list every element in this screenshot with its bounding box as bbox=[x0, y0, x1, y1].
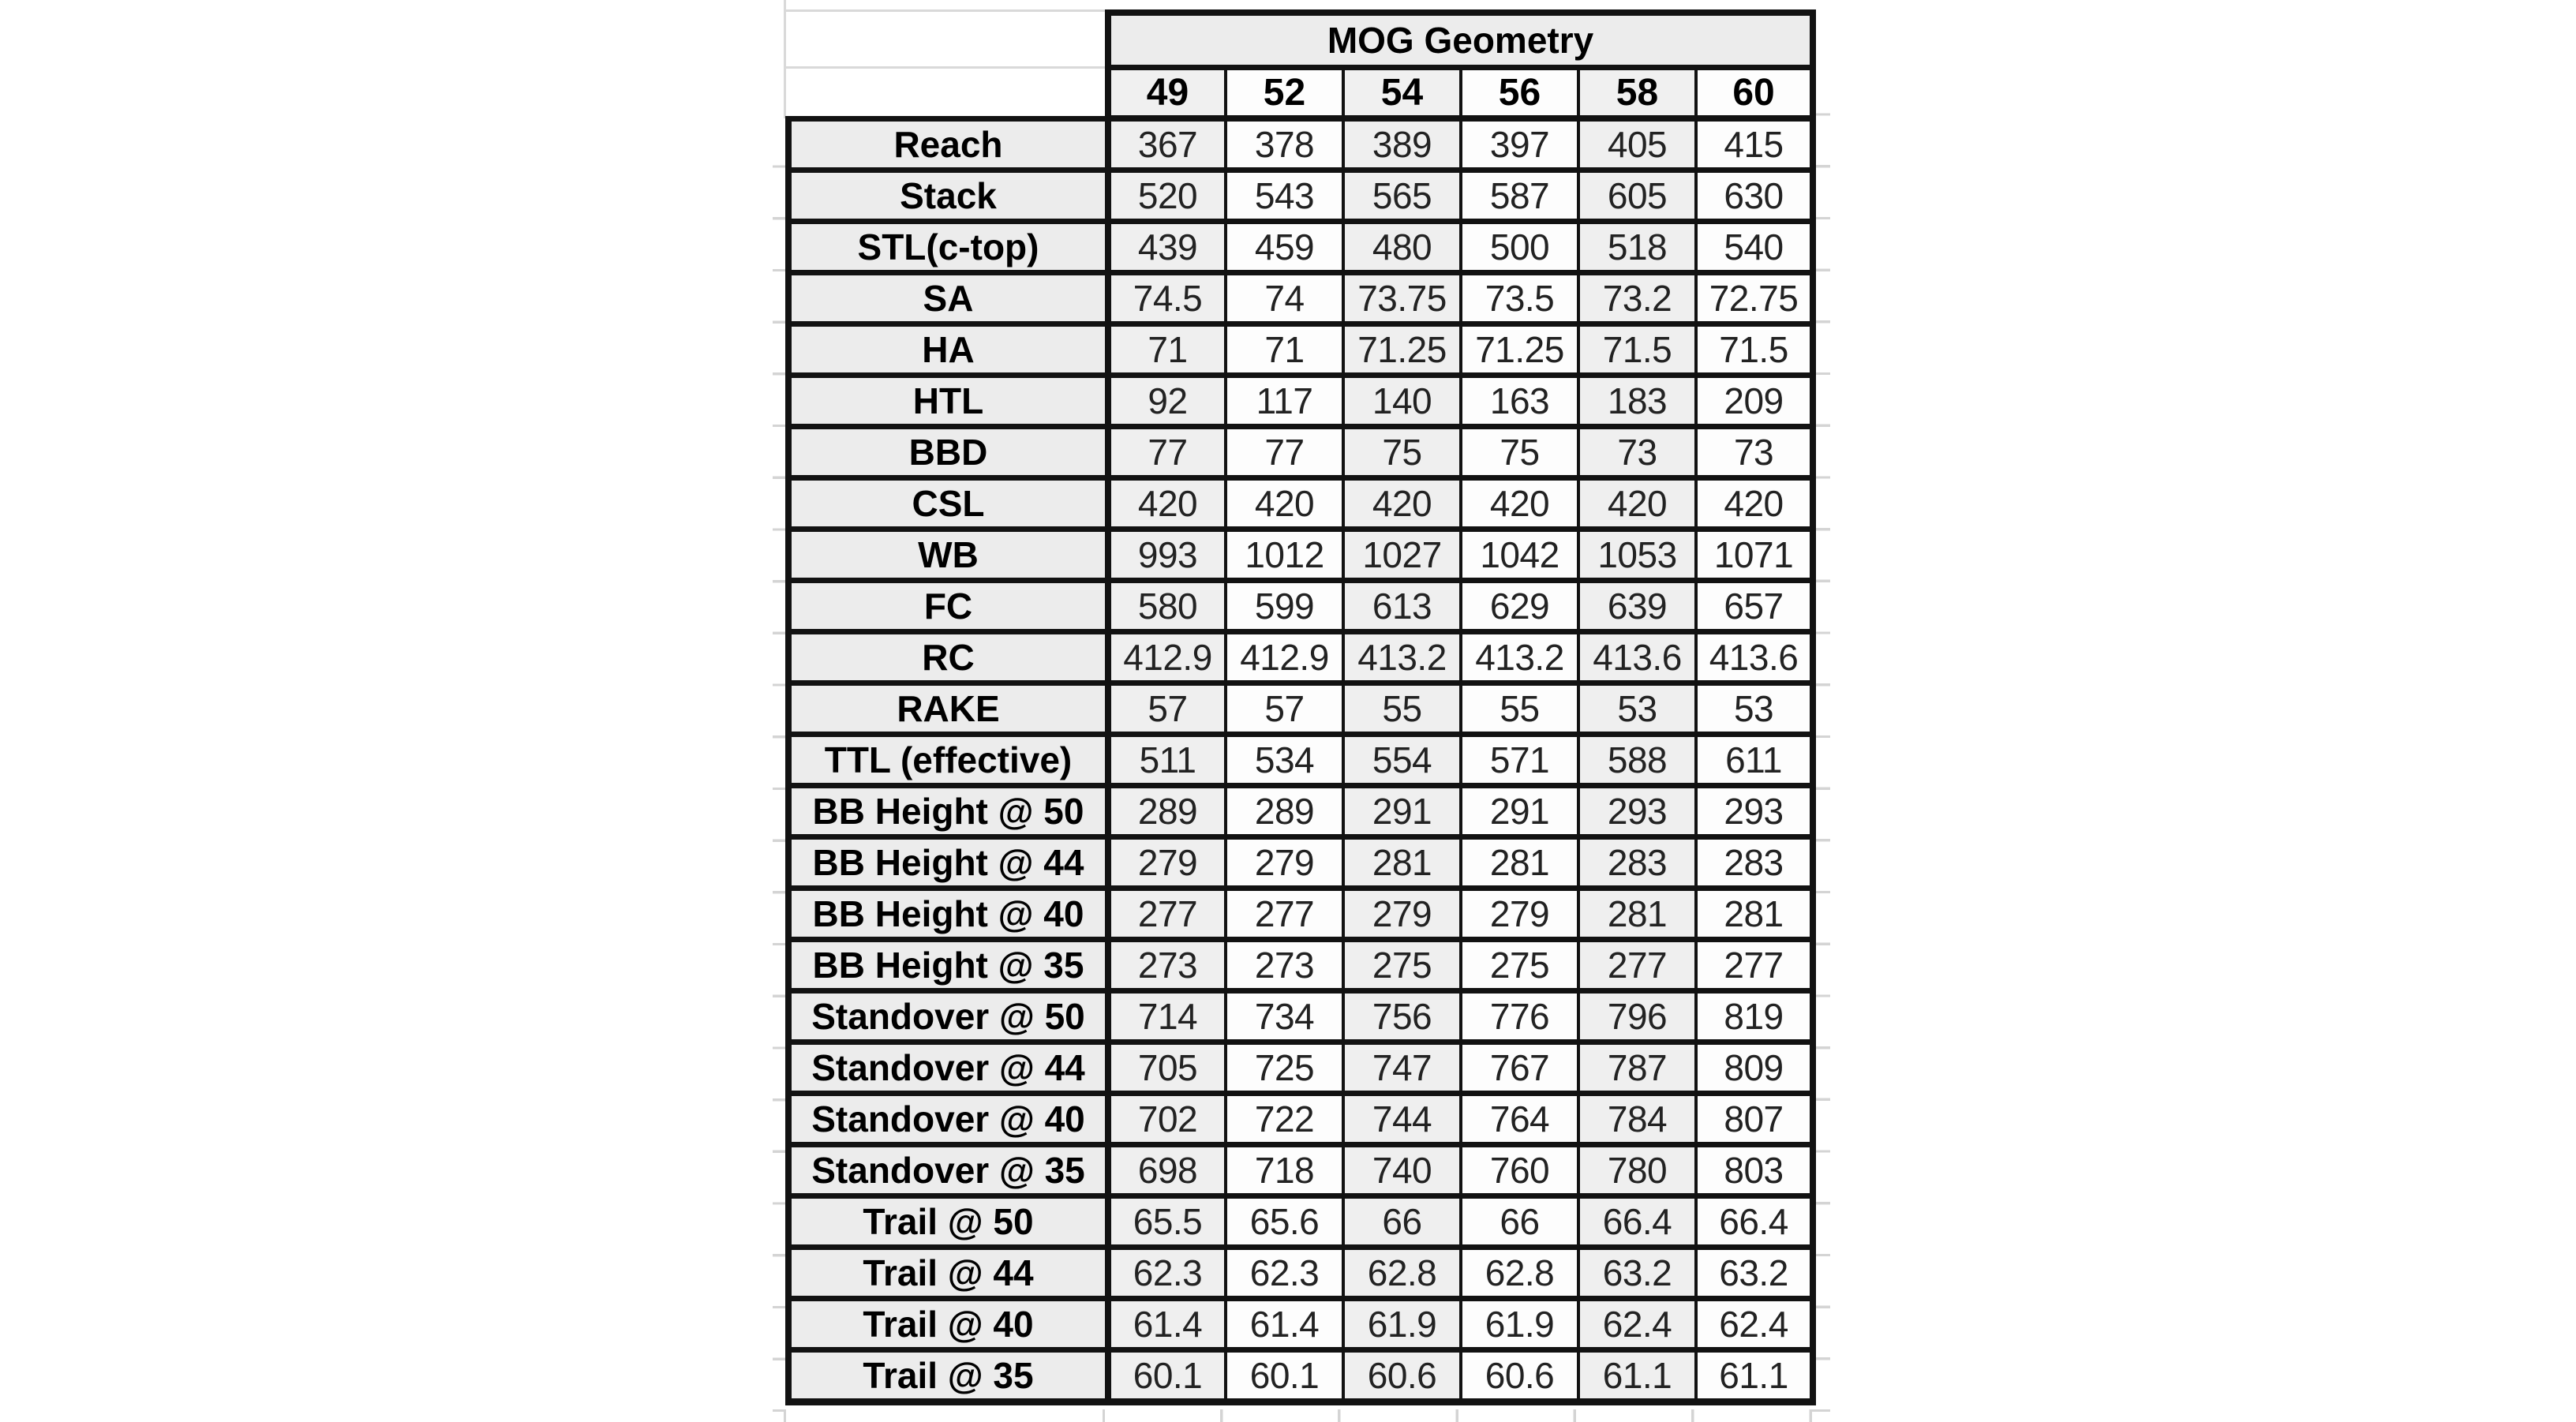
table-row bbox=[788, 427, 1813, 478]
row-label: Trail @ 44 bbox=[788, 1248, 1108, 1299]
cell-value: 630 bbox=[1696, 170, 1813, 222]
cell-value: 415 bbox=[1696, 118, 1813, 170]
row-label: TTL (effective) bbox=[788, 735, 1108, 786]
cell-value: 183 bbox=[1578, 376, 1696, 427]
cell-value: 73.2 bbox=[1578, 273, 1696, 324]
cell-value: 55 bbox=[1343, 683, 1461, 735]
cell-value: 62.8 bbox=[1343, 1248, 1461, 1299]
cell-value: 764 bbox=[1461, 1094, 1578, 1145]
table-row bbox=[788, 1042, 1813, 1094]
cell-value: 760 bbox=[1461, 1145, 1578, 1196]
cell-value: 63.2 bbox=[1578, 1248, 1696, 1299]
cell-value: 77 bbox=[1226, 427, 1343, 478]
cell-value: 613 bbox=[1343, 581, 1461, 632]
gridline-tick-bottom-label-right bbox=[1103, 1409, 1105, 1422]
table-row bbox=[788, 786, 1813, 837]
row-label: Standover @ 40 bbox=[788, 1094, 1108, 1145]
geometry-table bbox=[785, 9, 1816, 1405]
table-row bbox=[788, 991, 1813, 1042]
cell-value: 1071 bbox=[1696, 530, 1813, 581]
cell-value: 61.9 bbox=[1461, 1299, 1578, 1350]
table-row bbox=[788, 735, 1813, 786]
cell-value: 397 bbox=[1461, 118, 1578, 170]
table-row bbox=[788, 1248, 1813, 1299]
cell-value: 543 bbox=[1226, 170, 1343, 222]
cell-value: 639 bbox=[1578, 581, 1696, 632]
cell-value: 780 bbox=[1578, 1145, 1696, 1196]
table-row bbox=[788, 1299, 1813, 1350]
cell-value: 277 bbox=[1696, 940, 1813, 991]
cell-value: 511 bbox=[1108, 735, 1226, 786]
cell-value: 62.3 bbox=[1226, 1248, 1343, 1299]
row-label: WB bbox=[788, 530, 1108, 581]
row-label: Standover @ 44 bbox=[788, 1042, 1108, 1094]
cell-value: 61.4 bbox=[1226, 1299, 1343, 1350]
row-label: HA bbox=[788, 324, 1108, 376]
cell-value: 53 bbox=[1578, 683, 1696, 735]
cell-value: 73.75 bbox=[1343, 273, 1461, 324]
cell-value: 291 bbox=[1461, 786, 1578, 837]
row-label: Reach bbox=[788, 118, 1108, 170]
cell-value: 571 bbox=[1461, 735, 1578, 786]
cell-value: 71.25 bbox=[1461, 324, 1578, 376]
cell-value: 819 bbox=[1696, 991, 1813, 1042]
cell-value: 367 bbox=[1108, 118, 1226, 170]
size-header: 52 bbox=[1226, 68, 1343, 119]
cell-value: 283 bbox=[1578, 837, 1696, 889]
cell-value: 279 bbox=[1461, 889, 1578, 940]
cell-value: 734 bbox=[1226, 991, 1343, 1042]
size-header: 60 bbox=[1696, 68, 1813, 119]
table-row bbox=[788, 889, 1813, 940]
cell-value: 698 bbox=[1108, 1145, 1226, 1196]
cell-value: 540 bbox=[1696, 222, 1813, 273]
cell-value: 714 bbox=[1108, 991, 1226, 1042]
cell-value: 60.6 bbox=[1343, 1350, 1461, 1402]
cell-value: 57 bbox=[1108, 683, 1226, 735]
cell-value: 74.5 bbox=[1108, 273, 1226, 324]
empty-corner-cell bbox=[788, 13, 1108, 68]
cell-value: 75 bbox=[1461, 427, 1578, 478]
cell-value: 413.2 bbox=[1343, 632, 1461, 683]
row-label: Trail @ 50 bbox=[788, 1196, 1108, 1248]
cell-value: 378 bbox=[1226, 118, 1343, 170]
cell-value: 1053 bbox=[1578, 530, 1696, 581]
cell-value: 57 bbox=[1226, 683, 1343, 735]
cell-value: 66.4 bbox=[1696, 1196, 1813, 1248]
cell-value: 71.5 bbox=[1578, 324, 1696, 376]
cell-value: 705 bbox=[1108, 1042, 1226, 1094]
cell-value: 289 bbox=[1108, 786, 1226, 837]
cell-value: 117 bbox=[1226, 376, 1343, 427]
cell-value: 279 bbox=[1343, 889, 1461, 940]
cell-value: 807 bbox=[1696, 1094, 1813, 1145]
cell-value: 993 bbox=[1108, 530, 1226, 581]
cell-value: 61.9 bbox=[1343, 1299, 1461, 1350]
cell-value: 75 bbox=[1343, 427, 1461, 478]
cell-value: 62.4 bbox=[1578, 1299, 1696, 1350]
table-row bbox=[788, 683, 1813, 735]
cell-value: 74 bbox=[1226, 273, 1343, 324]
cell-value: 65.5 bbox=[1108, 1196, 1226, 1248]
cell-value: 71.25 bbox=[1343, 324, 1461, 376]
row-label: Trail @ 35 bbox=[788, 1350, 1108, 1402]
cell-value: 77 bbox=[1108, 427, 1226, 478]
cell-value: 92 bbox=[1108, 376, 1226, 427]
cell-value: 62.3 bbox=[1108, 1248, 1226, 1299]
table-row bbox=[788, 1196, 1813, 1248]
cell-value: 273 bbox=[1108, 940, 1226, 991]
row-label: Standover @ 35 bbox=[788, 1145, 1108, 1196]
row-label: BBD bbox=[788, 427, 1108, 478]
cell-value: 279 bbox=[1108, 837, 1226, 889]
cell-value: 420 bbox=[1108, 478, 1226, 530]
cell-value: 587 bbox=[1461, 170, 1578, 222]
gridline-ticks-bottom bbox=[1105, 1409, 1812, 1422]
cell-value: 289 bbox=[1226, 786, 1343, 837]
cell-value: 71.5 bbox=[1696, 324, 1813, 376]
cell-value: 809 bbox=[1696, 1042, 1813, 1094]
cell-value: 784 bbox=[1578, 1094, 1696, 1145]
table-row bbox=[788, 530, 1813, 581]
table-row bbox=[788, 837, 1813, 889]
row-label: BB Height @ 35 bbox=[788, 940, 1108, 991]
cell-value: 756 bbox=[1343, 991, 1461, 1042]
table-title: MOG Geometry bbox=[1108, 13, 1813, 68]
row-label: BB Height @ 40 bbox=[788, 889, 1108, 940]
cell-value: 413.6 bbox=[1696, 632, 1813, 683]
table-row bbox=[788, 1094, 1813, 1145]
table-title-row bbox=[788, 13, 1813, 68]
row-label: HTL bbox=[788, 376, 1108, 427]
cell-value: 73 bbox=[1696, 427, 1813, 478]
cell-value: 520 bbox=[1108, 170, 1226, 222]
table-row bbox=[788, 478, 1813, 530]
cell-value: 60.1 bbox=[1226, 1350, 1343, 1402]
table-row bbox=[788, 118, 1813, 170]
size-header: 54 bbox=[1343, 68, 1461, 119]
cell-value: 60.1 bbox=[1108, 1350, 1226, 1402]
cell-value: 718 bbox=[1226, 1145, 1343, 1196]
cell-value: 420 bbox=[1226, 478, 1343, 530]
cell-value: 803 bbox=[1696, 1145, 1813, 1196]
cell-value: 412.9 bbox=[1108, 632, 1226, 683]
cell-value: 73.5 bbox=[1461, 273, 1578, 324]
cell-value: 281 bbox=[1343, 837, 1461, 889]
cell-value: 163 bbox=[1461, 376, 1578, 427]
cell-value: 71 bbox=[1108, 324, 1226, 376]
cell-value: 480 bbox=[1343, 222, 1461, 273]
cell-value: 412.9 bbox=[1226, 632, 1343, 683]
cell-value: 281 bbox=[1578, 889, 1696, 940]
gridline-ticks-left bbox=[773, 116, 785, 1412]
cell-value: 420 bbox=[1343, 478, 1461, 530]
cell-value: 281 bbox=[1696, 889, 1813, 940]
table-row bbox=[788, 1145, 1813, 1196]
cell-value: 1027 bbox=[1343, 530, 1461, 581]
cell-value: 500 bbox=[1461, 222, 1578, 273]
gridline-tick-bottom-label-left bbox=[784, 1409, 786, 1422]
cell-value: 61.1 bbox=[1696, 1350, 1813, 1402]
cell-value: 588 bbox=[1578, 735, 1696, 786]
row-label: Trail @ 40 bbox=[788, 1299, 1108, 1350]
cell-value: 281 bbox=[1461, 837, 1578, 889]
cell-value: 293 bbox=[1578, 786, 1696, 837]
cell-value: 413.2 bbox=[1461, 632, 1578, 683]
cell-value: 534 bbox=[1226, 735, 1343, 786]
size-header: 49 bbox=[1108, 68, 1226, 119]
table-row bbox=[788, 632, 1813, 683]
row-label: BB Height @ 50 bbox=[788, 786, 1108, 837]
cell-value: 405 bbox=[1578, 118, 1696, 170]
row-label: RC bbox=[788, 632, 1108, 683]
cell-value: 747 bbox=[1343, 1042, 1461, 1094]
cell-value: 209 bbox=[1696, 376, 1813, 427]
cell-value: 725 bbox=[1226, 1042, 1343, 1094]
size-header-row bbox=[788, 68, 1813, 119]
cell-value: 389 bbox=[1343, 118, 1461, 170]
cell-value: 277 bbox=[1226, 889, 1343, 940]
row-label: SA bbox=[788, 273, 1108, 324]
cell-value: 1042 bbox=[1461, 530, 1578, 581]
cell-value: 291 bbox=[1343, 786, 1461, 837]
cell-value: 66 bbox=[1343, 1196, 1461, 1248]
row-label: Stack bbox=[788, 170, 1108, 222]
table-row bbox=[788, 940, 1813, 991]
cell-value: 580 bbox=[1108, 581, 1226, 632]
row-label: BB Height @ 44 bbox=[788, 837, 1108, 889]
geometry-table-body bbox=[788, 118, 1813, 1402]
cell-value: 66 bbox=[1461, 1196, 1578, 1248]
cell-value: 554 bbox=[1343, 735, 1461, 786]
cell-value: 611 bbox=[1696, 735, 1813, 786]
cell-value: 439 bbox=[1108, 222, 1226, 273]
cell-value: 72.75 bbox=[1696, 273, 1813, 324]
table-row bbox=[788, 222, 1813, 273]
cell-value: 277 bbox=[1108, 889, 1226, 940]
row-label: CSL bbox=[788, 478, 1108, 530]
cell-value: 776 bbox=[1461, 991, 1578, 1042]
cell-value: 65.6 bbox=[1226, 1196, 1343, 1248]
row-label: STL(c-top) bbox=[788, 222, 1108, 273]
cell-value: 459 bbox=[1226, 222, 1343, 273]
cell-value: 657 bbox=[1696, 581, 1813, 632]
table-row bbox=[788, 273, 1813, 324]
size-header: 58 bbox=[1578, 68, 1696, 119]
row-label: Standover @ 50 bbox=[788, 991, 1108, 1042]
cell-value: 518 bbox=[1578, 222, 1696, 273]
cell-value: 702 bbox=[1108, 1094, 1226, 1145]
table-row bbox=[788, 324, 1813, 376]
cell-value: 565 bbox=[1343, 170, 1461, 222]
table-row bbox=[788, 581, 1813, 632]
row-label: RAKE bbox=[788, 683, 1108, 735]
cell-value: 61.1 bbox=[1578, 1350, 1696, 1402]
cell-value: 605 bbox=[1578, 170, 1696, 222]
cell-value: 744 bbox=[1343, 1094, 1461, 1145]
cell-value: 62.4 bbox=[1696, 1299, 1813, 1350]
size-header: 56 bbox=[1461, 68, 1578, 119]
cell-value: 420 bbox=[1696, 478, 1813, 530]
cell-value: 279 bbox=[1226, 837, 1343, 889]
cell-value: 629 bbox=[1461, 581, 1578, 632]
cell-value: 55 bbox=[1461, 683, 1578, 735]
table-row bbox=[788, 170, 1813, 222]
cell-value: 275 bbox=[1343, 940, 1461, 991]
cell-value: 599 bbox=[1226, 581, 1343, 632]
cell-value: 61.4 bbox=[1108, 1299, 1226, 1350]
cell-value: 62.8 bbox=[1461, 1248, 1578, 1299]
cell-value: 767 bbox=[1461, 1042, 1578, 1094]
cell-value: 273 bbox=[1226, 940, 1343, 991]
empty-corner-cell bbox=[788, 68, 1108, 119]
cell-value: 796 bbox=[1578, 991, 1696, 1042]
cell-value: 66.4 bbox=[1578, 1196, 1696, 1248]
cell-value: 787 bbox=[1578, 1042, 1696, 1094]
table-row bbox=[788, 1350, 1813, 1402]
cell-value: 1012 bbox=[1226, 530, 1343, 581]
table-row bbox=[788, 376, 1813, 427]
row-label: FC bbox=[788, 581, 1108, 632]
cell-value: 420 bbox=[1461, 478, 1578, 530]
cell-value: 140 bbox=[1343, 376, 1461, 427]
cell-value: 283 bbox=[1696, 837, 1813, 889]
cell-value: 275 bbox=[1461, 940, 1578, 991]
cell-value: 63.2 bbox=[1696, 1248, 1813, 1299]
cell-value: 60.6 bbox=[1461, 1350, 1578, 1402]
cell-value: 420 bbox=[1578, 478, 1696, 530]
cell-value: 53 bbox=[1696, 683, 1813, 735]
cell-value: 277 bbox=[1578, 940, 1696, 991]
cell-value: 740 bbox=[1343, 1145, 1461, 1196]
cell-value: 413.6 bbox=[1578, 632, 1696, 683]
cell-value: 71 bbox=[1226, 324, 1343, 376]
cell-value: 73 bbox=[1578, 427, 1696, 478]
cell-value: 293 bbox=[1696, 786, 1813, 837]
cell-value: 722 bbox=[1226, 1094, 1343, 1145]
